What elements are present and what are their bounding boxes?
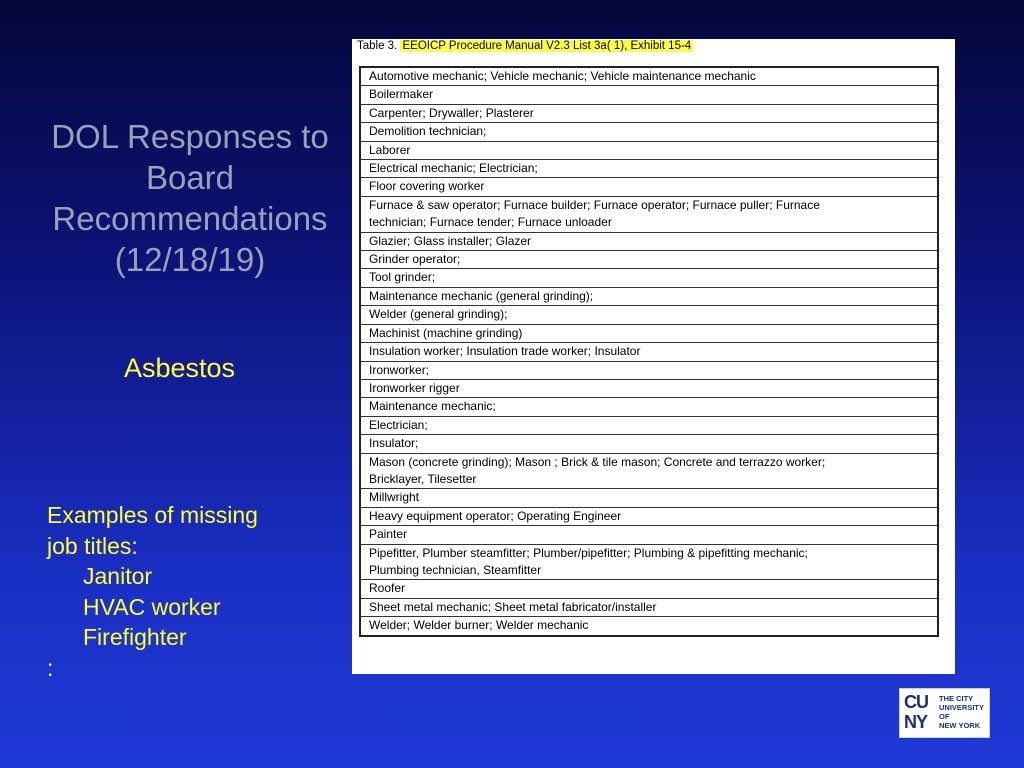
title-line: Recommendations (52, 200, 328, 237)
missing-item: Firefighter (83, 624, 187, 650)
wordmark-line: UNIVERSITY (939, 703, 985, 712)
cell-line: Ironworker rigger (369, 380, 460, 395)
table-row (360, 507, 938, 525)
table-cell (360, 196, 938, 232)
cell-line: Mason (concrete grinding); Mason ; Brick & tile mason; Concrete and terrazzo worker; (369, 454, 826, 469)
cuny-monogram (904, 692, 934, 732)
table-row (360, 324, 938, 342)
cell-line: Maintenance mechanic; (369, 399, 496, 414)
table-cell (360, 598, 938, 616)
cell-line: Floor covering worker (369, 179, 485, 194)
cuny-logo (899, 688, 990, 738)
table-row (360, 251, 938, 269)
table-row (360, 544, 938, 580)
cell-line: Grinder operator; (369, 252, 461, 267)
table-cell (360, 526, 938, 544)
monogram-bottom: NY (904, 712, 928, 732)
table-row (360, 160, 938, 178)
table-row (360, 141, 938, 159)
cell-line: technician; Furnace tender; Furnace unloader (369, 215, 612, 230)
missing-job-titles (47, 500, 258, 683)
cell-line: Demolition technician; (369, 124, 487, 139)
table-cell (360, 416, 938, 434)
cell-line: Electrical mechanic; Electrician; (369, 161, 538, 176)
table-caption-prefix: Table 3. (357, 40, 398, 52)
table-cell (360, 361, 938, 379)
title-line: Board (145, 159, 235, 196)
cuny-wordmark (939, 694, 984, 730)
table-row (360, 178, 938, 196)
table-cell (360, 269, 938, 287)
missing-item: HVAC worker (83, 593, 221, 620)
wordmark-line: NEW YORK (939, 721, 981, 730)
cell-line: Plumbing technician, Steamfitter (369, 562, 542, 577)
table-cell (360, 306, 938, 324)
missing-item: Janitor (83, 563, 153, 589)
table-cell (360, 287, 938, 305)
table-cell (360, 141, 938, 159)
table-row (360, 196, 938, 232)
table-row (360, 435, 938, 453)
table-cell (360, 67, 938, 86)
table-cell (360, 435, 938, 453)
table-caption (357, 40, 693, 52)
cell-line: Electrician; (369, 417, 428, 432)
table-row (360, 287, 938, 305)
table-cell (360, 232, 938, 250)
table-cell (360, 580, 938, 598)
table-cell (360, 86, 938, 104)
table-row (360, 306, 938, 324)
cell-line: Machinist (machine grinding) (369, 325, 523, 340)
cell-line: Automotive mechanic; Vehicle mechanic; Vehicle maintenance mechanic (369, 69, 756, 83)
table-row (360, 86, 938, 104)
cell-line: Roofer (369, 581, 406, 596)
cell-line: Heavy equipment operator; Operating Engineer (369, 508, 622, 523)
cell-line: Sheet metal mechanic; Sheet metal fabricator/installer (369, 599, 657, 614)
table-cell (360, 104, 938, 122)
cell-line: Maintenance mechanic (general grinding); (369, 288, 594, 303)
table-cell (360, 617, 938, 636)
cell-line: Furnace & saw operator; Furnace builder; Furnace operator; Furnace puller; Furnace (369, 197, 820, 212)
table-cell (360, 178, 938, 196)
missing-heading-line: job titles: (47, 532, 138, 559)
title-line: (12/18/19) (114, 241, 266, 278)
table-row (360, 526, 938, 544)
table-cell (360, 123, 938, 141)
table-row (360, 416, 938, 434)
cell-line: Ironworker; (369, 362, 430, 377)
table-row (360, 379, 938, 397)
table-cell (360, 251, 938, 269)
cell-line: Insulator; (369, 436, 419, 451)
table-cell (360, 507, 938, 525)
table-cell (360, 343, 938, 361)
cell-line: Carpenter; Drywaller; Plasterer (369, 105, 534, 120)
cell-line: Tool grinder; (369, 270, 436, 285)
title-line: DOL Responses to (51, 118, 329, 155)
cell-line: Bricklayer, Tilesetter (369, 471, 477, 486)
slide-title (40, 116, 340, 280)
table-row (360, 232, 938, 250)
missing-heading-line: Examples of missing (47, 502, 258, 528)
table-cell (360, 160, 938, 178)
table-row (360, 453, 938, 489)
table-row (360, 361, 938, 379)
table-row (360, 489, 938, 507)
cell-line: Laborer (369, 142, 411, 157)
monogram-top: CU (904, 692, 928, 712)
table-row (360, 598, 938, 616)
cell-line: Boilermaker (369, 87, 434, 102)
cell-line: Glazier; Glass installer; Glazer (369, 233, 532, 248)
table-cell (360, 398, 938, 416)
table-cell (360, 324, 938, 342)
wordmark-line: THE CITY (939, 694, 974, 703)
table-row (360, 617, 938, 636)
wordmark-line: OF (939, 712, 950, 721)
table-row (360, 67, 938, 86)
cell-line: Welder; Welder burner; Welder mechanic (369, 618, 589, 633)
table-cell (360, 489, 938, 507)
table-cell (360, 379, 938, 397)
job-titles-table (359, 66, 939, 637)
cell-line: Pipefitter, Plumber steamfitter; Plumber/pipefitter; Plumbing & pipefitting mechanic; (369, 545, 808, 560)
table-row (360, 580, 938, 598)
table-cell (360, 453, 938, 489)
cell-line: Painter (369, 527, 408, 542)
topic-label: Asbestos (124, 353, 236, 383)
cell-line: Insulation worker; Insulation trade worker; Insulator (369, 344, 641, 359)
cell-line: Welder (general grinding); (369, 307, 508, 322)
table-row (360, 269, 938, 287)
table-row (360, 104, 938, 122)
table-scan-image (352, 39, 955, 674)
table-caption-highlight: EEOICP Procedure Manual V2.3 List 3a( 1), Exhibit 15-4 (402, 40, 692, 52)
table-row (360, 123, 938, 141)
cell-line: Millwright (369, 490, 420, 505)
trailing-colon: : (47, 654, 54, 681)
table-cell (360, 544, 938, 580)
table-row (360, 398, 938, 416)
table-row (360, 343, 938, 361)
